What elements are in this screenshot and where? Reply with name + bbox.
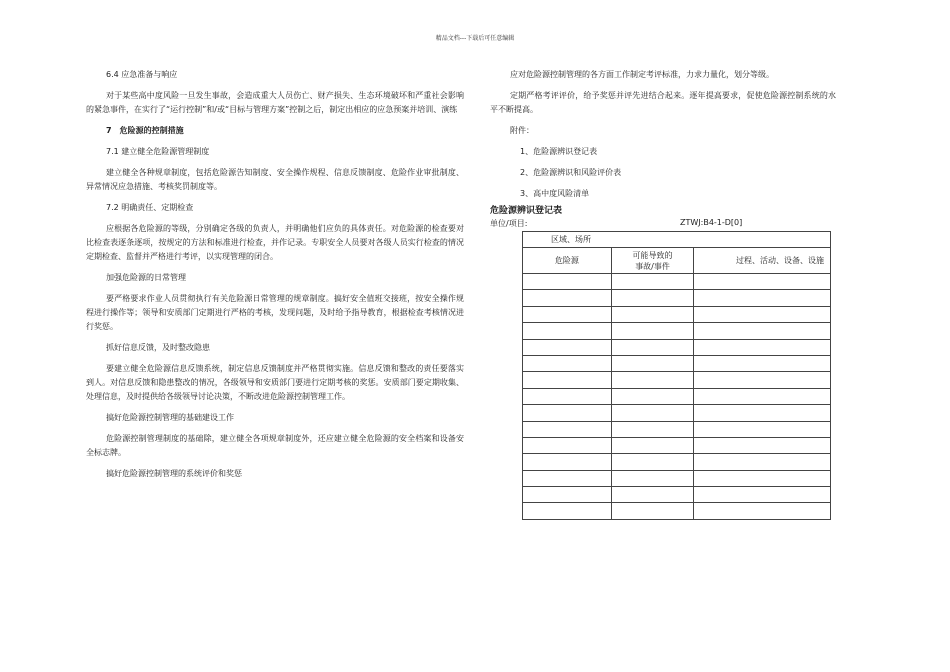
col-accident-line2: 事故/事件 xyxy=(635,261,670,271)
table-title: 危险源辨识登记表 xyxy=(490,206,563,216)
table-cell xyxy=(523,437,612,453)
table-cell xyxy=(611,405,694,421)
table-row xyxy=(523,503,831,519)
table-cell xyxy=(523,388,612,404)
table-cell xyxy=(694,421,831,437)
table-row xyxy=(523,437,831,453)
table-cell xyxy=(694,339,831,355)
table-row xyxy=(523,323,831,339)
heading: 搞好危险源控制管理的基础建设工作 xyxy=(106,413,234,422)
table-cell xyxy=(694,487,831,503)
table-cell xyxy=(523,274,612,290)
paragraph: 要严格要求作业人员贯彻执行有关危险源日常管理的规章制度。搞好安全值班交接班，按安全操作规程进行操作等；领导和安质部门定期进行严格的考核，发现问题，及时给予指导教育，根据检查考核情况进行奖惩。 xyxy=(86,294,464,331)
table-cell xyxy=(694,274,831,290)
table-cell xyxy=(694,323,831,339)
table-cell xyxy=(694,372,831,388)
table-cell xyxy=(523,323,612,339)
paragraph: 应对危险源控制管理的各方面工作制定考评标准，力求力量化，划分等级。 xyxy=(510,70,774,79)
table-row xyxy=(523,290,831,306)
table-cell xyxy=(523,470,612,486)
hazard-register-table xyxy=(522,231,831,520)
heading: 7 危险源的控制措施 xyxy=(106,126,184,135)
table-cell xyxy=(523,421,612,437)
table-row xyxy=(523,274,831,290)
table-cell xyxy=(523,355,612,371)
table-cell xyxy=(694,437,831,453)
table-cell xyxy=(611,388,694,404)
table-cell xyxy=(611,487,694,503)
area-label-cell: 区域、场所 xyxy=(523,232,831,248)
table-cell xyxy=(523,372,612,388)
attachment-item: 3、高中度风险清单 xyxy=(520,189,590,198)
col-hazard-header: 危险源 xyxy=(523,248,612,274)
table-row xyxy=(523,454,831,470)
table-row xyxy=(523,306,831,322)
table-cell xyxy=(694,355,831,371)
table-cell xyxy=(523,290,612,306)
table-cell xyxy=(694,470,831,486)
heading: 加强危险源的日常管理 xyxy=(106,273,186,282)
table-row xyxy=(523,487,831,503)
heading: 6.4 应急准备与响应 xyxy=(106,70,178,79)
table-cell xyxy=(523,339,612,355)
table-cell xyxy=(611,355,694,371)
attachment-item: 2、危险源辨识和风险评价表 xyxy=(520,168,622,177)
heading: 7.2 明确责任、定期检查 xyxy=(106,203,194,212)
table-cell xyxy=(694,388,831,404)
table-cell xyxy=(523,454,612,470)
paragraph: 应根据各危险源的等级，分别确定各级的负责人，并明确他们应负的具体责任。对危险源的检查要对比检查表逐条逐项，按规定的方法和标准进行检查，并作记录。专职安全人员要对各级人员实行检查的情况定期检查、监督并严格进行考评，以实现管理的闭合。 xyxy=(86,224,464,261)
table-cell xyxy=(523,503,612,519)
table-row xyxy=(523,355,831,371)
table-cell xyxy=(611,454,694,470)
table-cell xyxy=(694,454,831,470)
table-row xyxy=(523,421,831,437)
table-cell xyxy=(611,290,694,306)
heading: 抓好信息反馈，及时整改隐患 xyxy=(106,343,210,352)
table-row xyxy=(523,339,831,355)
paragraph: 定期严格考评评价，给予奖惩并评先进结合起来。逐年提高要求，促使危险源控制系统的水平不断提高。 xyxy=(490,91,836,114)
table-row xyxy=(523,405,831,421)
left-column xyxy=(86,68,464,488)
table-row xyxy=(523,388,831,404)
unit-project-label: 单位/项目: xyxy=(490,219,528,228)
table-cell xyxy=(611,470,694,486)
heading: 7.1 建立健全危险源管理制度 xyxy=(106,147,210,156)
table-cell xyxy=(523,306,612,322)
table-cell xyxy=(523,487,612,503)
paragraph: 对于某些高中度风险一旦发生事故，会造成重大人员伤亡、财产损失、生态环境破坏和严重社会影响的紧急事件，在实行了“运行控制”和/或“目标与管理方案”控制之后，制定出相应的应急预案并培训、演练 xyxy=(86,91,464,114)
table-cell xyxy=(611,306,694,322)
table-header-row-area xyxy=(523,232,831,248)
attachment-item: 1、危险源辨识登记表 xyxy=(520,147,598,156)
page-header: 精品文档---下载后可任意编辑 xyxy=(435,35,515,42)
table-row xyxy=(523,470,831,486)
table-cell xyxy=(611,503,694,519)
table-cell xyxy=(694,503,831,519)
col-accident-header xyxy=(611,248,694,274)
col-process-header: 过程、活动、设备、设施 xyxy=(694,248,831,274)
table-cell xyxy=(694,306,831,322)
table-cell xyxy=(523,405,612,421)
table-cell xyxy=(611,437,694,453)
table-cell xyxy=(694,405,831,421)
paragraph: 要建立健全危险源信息反馈系统，制定信息反馈制度并严格贯彻实施。信息反馈和整改的责任要落实到人。对信息反馈和隐患整改的情况，各级领导和安质部门要进行定期考核的奖惩。安质部门要定期收集、处理信息，及时提供给各级领导讨论决策，不断改进危险源控制管理工作。 xyxy=(86,364,464,401)
paragraph: 危险源控制管理制度的基础除，建立健全各项规章制度外，还应建立健全危险源的安全档案和设备安全标志牌。 xyxy=(86,434,464,457)
table-cell xyxy=(611,421,694,437)
paragraph: 建立健全各种规章制度，包括危险源告知制度、安全操作规程、信息反馈制度、危险作业审批制度、异常情况应急措施、考核奖罚制度等。 xyxy=(86,168,464,191)
table-cell xyxy=(611,274,694,290)
document-code: ZTWJ:B4-1-D[0] xyxy=(680,218,743,227)
table-row xyxy=(523,372,831,388)
heading: 搞好危险源控制管理的系统评价和奖惩 xyxy=(106,469,242,478)
table-cell xyxy=(611,372,694,388)
table-cell xyxy=(694,290,831,306)
col-accident-line1: 可能导致的 xyxy=(632,250,673,260)
table-header-row-columns xyxy=(523,248,831,274)
table-cell xyxy=(611,323,694,339)
right-column xyxy=(490,68,836,208)
heading: 附件： xyxy=(510,126,534,135)
table-cell xyxy=(611,339,694,355)
